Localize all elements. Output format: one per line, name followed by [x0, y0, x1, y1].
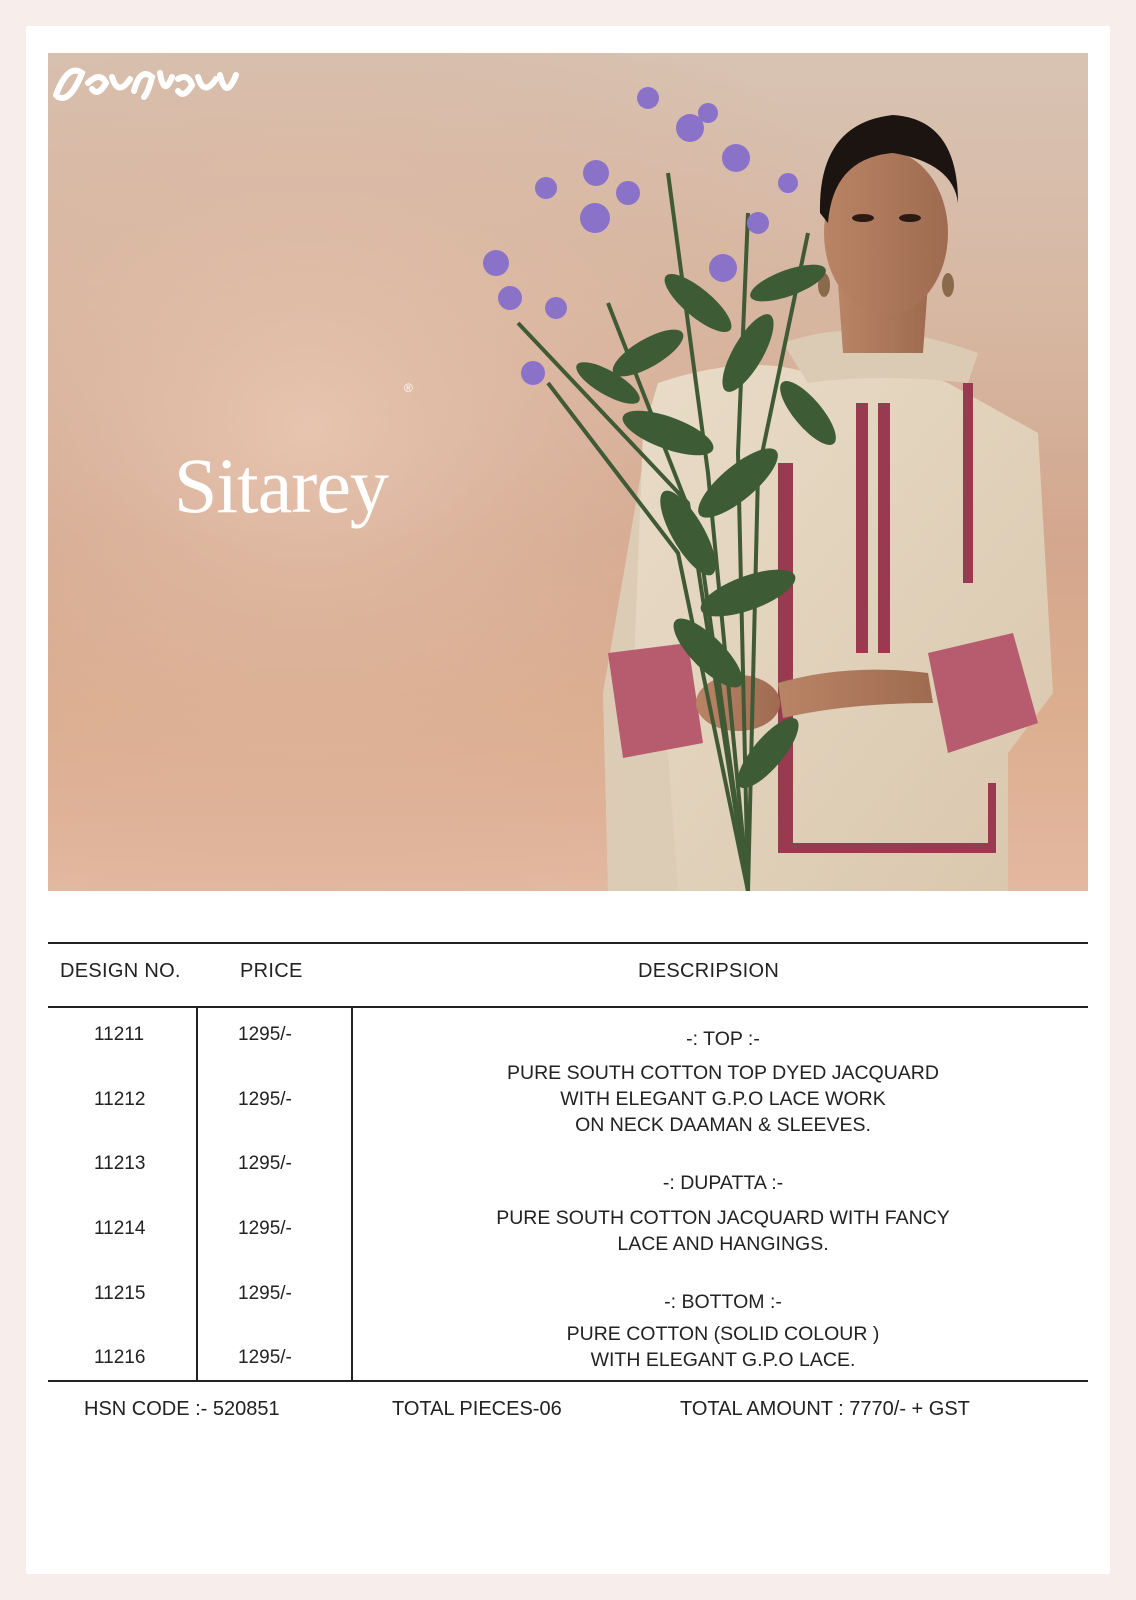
bottom-line-1: PURE COTTON (SOLID COLOUR )	[566, 1323, 880, 1345]
brand-logo-script	[48, 53, 248, 113]
top-heading: -: TOP :-	[686, 1028, 760, 1050]
bottom-heading: -: BOTTOM :-	[664, 1291, 782, 1313]
header-design-no: DESIGN NO.	[60, 960, 181, 982]
header-description: DESCRIPSION	[638, 960, 780, 982]
dupatta-line-2: LACE AND HANGINGS.	[617, 1233, 829, 1255]
design-no-cell: 11213	[94, 1153, 146, 1174]
top-line-1: PURE SOUTH COTTON TOP DYED JACQUARD	[507, 1062, 939, 1084]
price-cell: 1295/-	[238, 1024, 292, 1045]
design-no-cell: 11214	[94, 1218, 146, 1239]
bottom-line-2: WITH ELEGANT G.P.O LACE.	[590, 1349, 856, 1371]
price-cell: 1295/-	[238, 1347, 292, 1368]
design-no-cell: 11212	[94, 1089, 146, 1110]
column-divider-1	[196, 1008, 198, 1382]
collection-title: Sitarey	[174, 442, 388, 529]
dupatta-heading: -: DUPATTA :-	[662, 1172, 784, 1194]
catalog-sheet	[26, 26, 1110, 1574]
dupatta-line-1: PURE SOUTH COTTON JACQUARD WITH FANCY	[496, 1207, 950, 1229]
hsn-code: HSN CODE :- 520851	[84, 1398, 280, 1420]
total-amount: TOTAL AMOUNT : 7770/- + GST	[680, 1398, 970, 1420]
price-cell: 1295/-	[238, 1153, 292, 1174]
price-cell: 1295/-	[238, 1089, 292, 1110]
registered-mark: ®	[404, 381, 413, 395]
hero-photo	[48, 53, 1088, 891]
design-no-cell: 11211	[94, 1024, 145, 1045]
price-cell: 1295/-	[238, 1283, 292, 1304]
top-line-3: ON NECK DAAMAN & SLEEVES.	[575, 1114, 871, 1136]
column-divider-2	[351, 1008, 353, 1382]
design-no-cell: 11215	[94, 1283, 146, 1304]
table-top-rule	[48, 942, 1088, 944]
top-line-2: WITH ELEGANT G.P.O LACE WORK	[560, 1088, 886, 1110]
total-pieces: TOTAL PIECES-06	[392, 1398, 562, 1420]
header-rule	[48, 1006, 1088, 1008]
table-bottom-rule	[48, 1380, 1088, 1382]
price-cell: 1295/-	[238, 1218, 292, 1239]
design-no-cell: 11216	[94, 1347, 146, 1368]
header-price: PRICE	[240, 960, 303, 982]
